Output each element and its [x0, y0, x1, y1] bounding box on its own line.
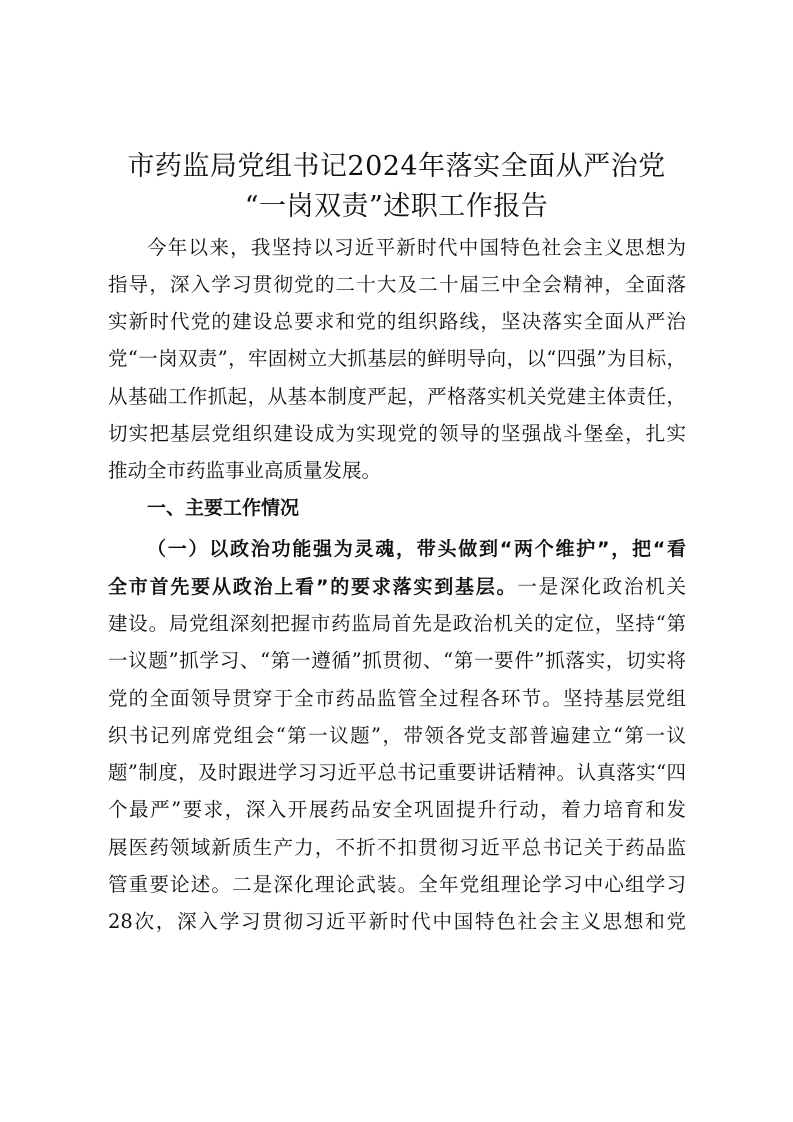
document-title-line-1: 市药监局党组书记2024年落实全面从严治党 — [127, 151, 666, 182]
body-line-1: 建设。局党组深刻把握市药监局首先是政治机关的定位，坚持“第 — [108, 612, 686, 635]
body-line-4: 织书记列席党组会“第一议题”，带领各党支部普遍建立“第一议 — [108, 724, 686, 747]
body-line-8: 管重要论述。二是深化理论武装。全年党组理论学习中心组学习 — [108, 873, 686, 896]
subsection-1-lead-line-1: （一）以政治功能强为灵魂，带头做到“两个维护”，把“看 — [147, 538, 686, 560]
body-line-6: 个最严”要求，深入开展药品安全巩固提升行动，着力培育和发 — [108, 798, 686, 821]
intro-line-3: 实新时代党的建设总要求和党的组织路线，坚决落实全面从严治 — [108, 310, 686, 333]
body-line-2: 一议题”抓学习、“第一遵循”抓贯彻、“第一要件”抓落实，切实将 — [108, 649, 686, 672]
document-title-line-2: “一岗双责”述职工作报告 — [244, 191, 549, 222]
intro-line-4: 党“一岗双责”，牢固树立大抓基层的鲜明导向，以“四强”为目标， — [108, 347, 686, 370]
subsection-1-line-2 — [108, 568, 686, 606]
intro-line-5: 从基础工作抓起，从基本制度严起，严格落实机关党建主体责任， — [108, 385, 686, 408]
body-line-3: 党的全面领导贯穿于全市药品监管全过程各环节。坚持基层党组 — [108, 687, 686, 710]
intro-line-7: 推动全市药监事业高质量发展。 — [108, 459, 382, 482]
body-line-9: 28次，深入学习贯彻习近平新时代中国特色社会主义思想和党 — [108, 910, 686, 933]
section-1-heading: 一、主要工作情况 — [147, 497, 300, 519]
subsection-1-line-2-rest: 一是深化政治机关 — [517, 575, 686, 598]
intro-line-1: 今年以来，我坚持以习近平新时代中国特色社会主义思想为 — [147, 236, 686, 259]
intro-line-2: 指导，深入学习贯彻党的二十大及二十届三中全会精神，全面落 — [108, 273, 686, 296]
body-line-7: 展医药领域新质生产力，不折不扣贯彻习近平总书记关于药品监 — [108, 836, 686, 859]
intro-line-6: 切实把基层党组织建设成为实现党的领导的坚强战斗堡垒，扎实 — [108, 422, 686, 445]
body-line-5: 题”制度，及时跟进学习习近平总书记重要讲话精神。认真落实“四 — [108, 761, 686, 784]
subsection-1-lead-line-2: 全市首先要从政治上看”的要求落实到基层。 — [108, 576, 518, 598]
